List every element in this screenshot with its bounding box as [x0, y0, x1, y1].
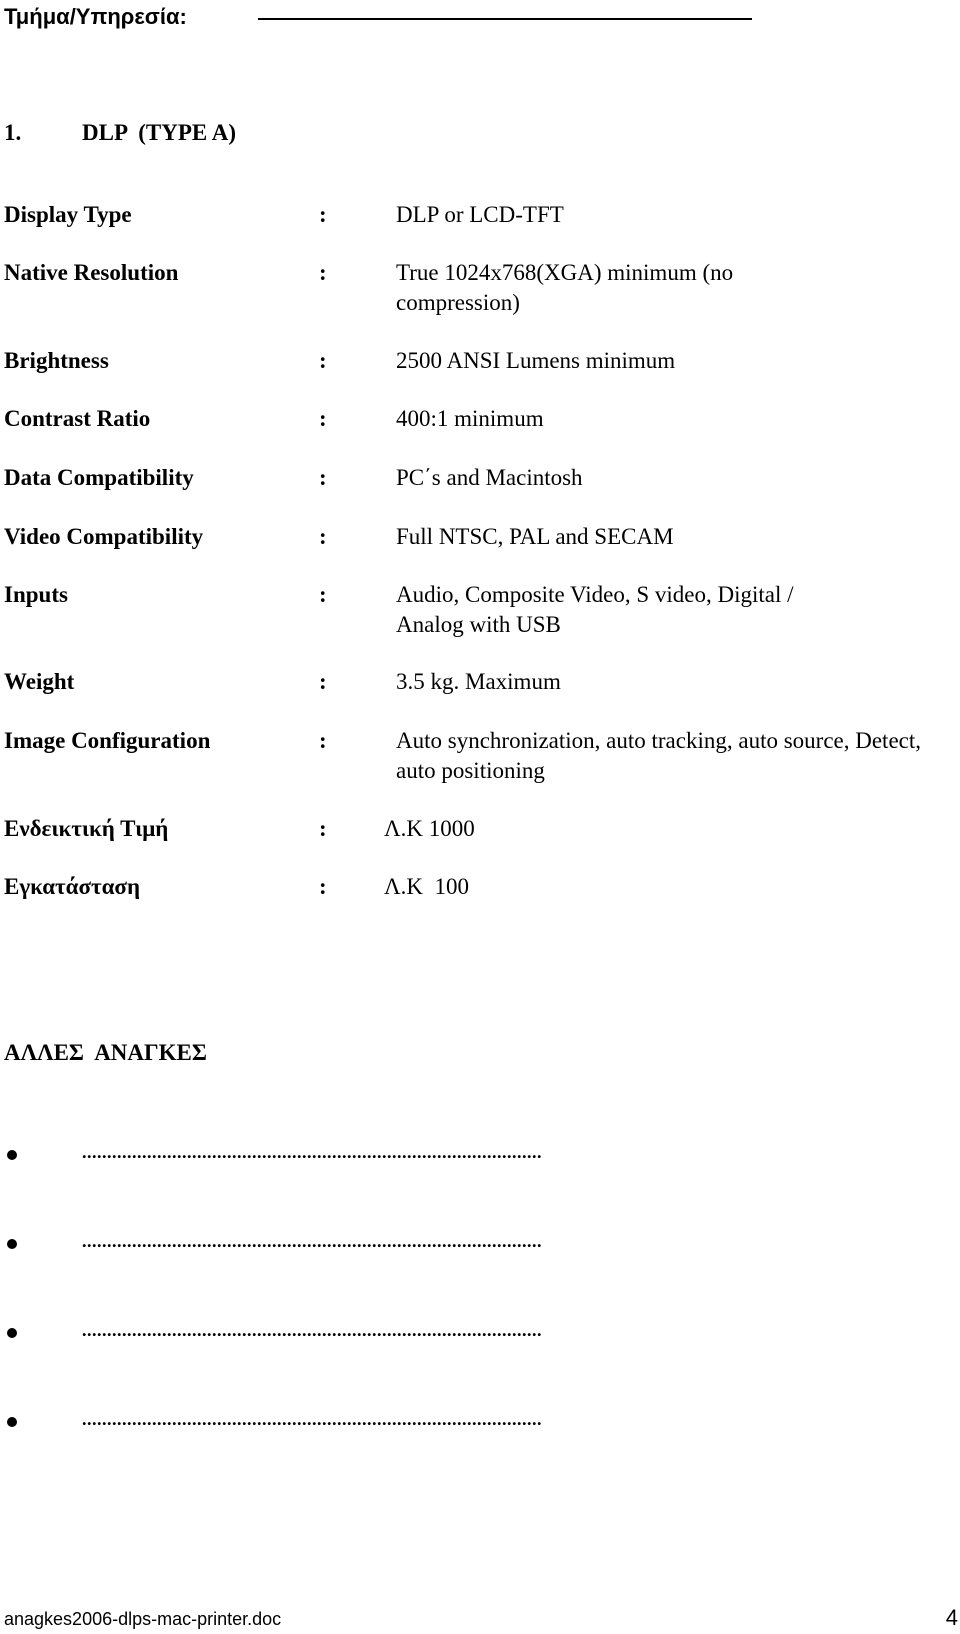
section-heading: DLP (TYPE A) — [82, 120, 236, 145]
spec-value: Full NTSC, PAL and SECAM — [396, 524, 674, 549]
spec-value: 2500 ANSI Lumens minimum — [396, 348, 676, 373]
spec-colon: : — [319, 874, 327, 899]
list-item — [0, 1138, 840, 1168]
spec-label: Εγκατάσταση — [4, 874, 141, 899]
spec-label: Native Resolution — [4, 260, 179, 285]
blank-dotted-line: ............................................................................................ — [82, 1142, 542, 1162]
spec-colon: : — [319, 348, 327, 373]
spec-colon: : — [319, 728, 327, 753]
spec-label: Contrast Ratio — [4, 406, 151, 431]
spec-label: Weight — [4, 669, 75, 694]
spec-label: Image Configuration — [4, 728, 211, 753]
spec-value: Λ.Κ 1000 — [384, 816, 475, 841]
spec-colon: : — [319, 816, 327, 841]
spec-colon: : — [319, 202, 327, 227]
list-item — [0, 1405, 840, 1435]
spec-value: 3.5 kg. Maximum — [396, 669, 561, 694]
spec-label: Video Compatibility — [4, 524, 204, 549]
spec-value: True 1024x768(XGA) minimum (no compression) — [396, 260, 734, 315]
bullet-icon — [7, 1239, 17, 1249]
bullet-icon — [7, 1150, 17, 1160]
other-needs-title: ΑΛΛΕΣ ΑΝΑΓΚΕΣ — [4, 1040, 207, 1065]
department-label: Τμήμα/Υπηρεσία: — [4, 4, 187, 29]
spec-label: Ενδεικτική Τιμή — [4, 816, 169, 841]
spec-label: Display Type — [4, 202, 132, 227]
department-blank-line — [258, 18, 752, 20]
spec-label: Data Compatibility — [4, 465, 194, 490]
blank-dotted-line: ............................................................................................ — [82, 1320, 542, 1340]
blank-dotted-line: ............................................................................................ — [82, 1409, 542, 1429]
footer-filename: anagkes2006-dlps-mac-printer.doc — [4, 1609, 282, 1629]
spec-value: Λ.Κ 100 — [384, 874, 470, 899]
spec-label: Inputs — [4, 582, 68, 607]
blank-dotted-line: ............................................................................................ — [82, 1231, 542, 1251]
bullet-icon — [7, 1328, 17, 1338]
spec-value: Auto synchronization, auto tracking, auto source, Detect, auto positioning — [396, 728, 922, 783]
list-item — [0, 1316, 840, 1346]
section-number: 1. — [4, 120, 22, 145]
bullet-icon — [7, 1417, 17, 1427]
spec-colon: : — [319, 582, 327, 607]
spec-colon: : — [319, 406, 327, 431]
section-title — [4, 120, 236, 146]
spec-colon: : — [319, 260, 327, 285]
spec-value: PC΄s and Macintosh — [396, 465, 583, 490]
footer-page-number: 4 — [945, 1605, 958, 1630]
spec-value: 400:1 minimum — [396, 406, 544, 431]
list-item — [0, 1227, 840, 1257]
spec-colon: : — [319, 524, 327, 549]
spec-value: DLP or LCD-TFT — [396, 202, 564, 227]
spec-value: Audio, Composite Video, S video, Digital / Analog with USB — [396, 582, 794, 637]
spec-label: Brightness — [4, 348, 109, 373]
spec-colon: : — [319, 465, 327, 490]
spec-colon: : — [319, 669, 327, 694]
